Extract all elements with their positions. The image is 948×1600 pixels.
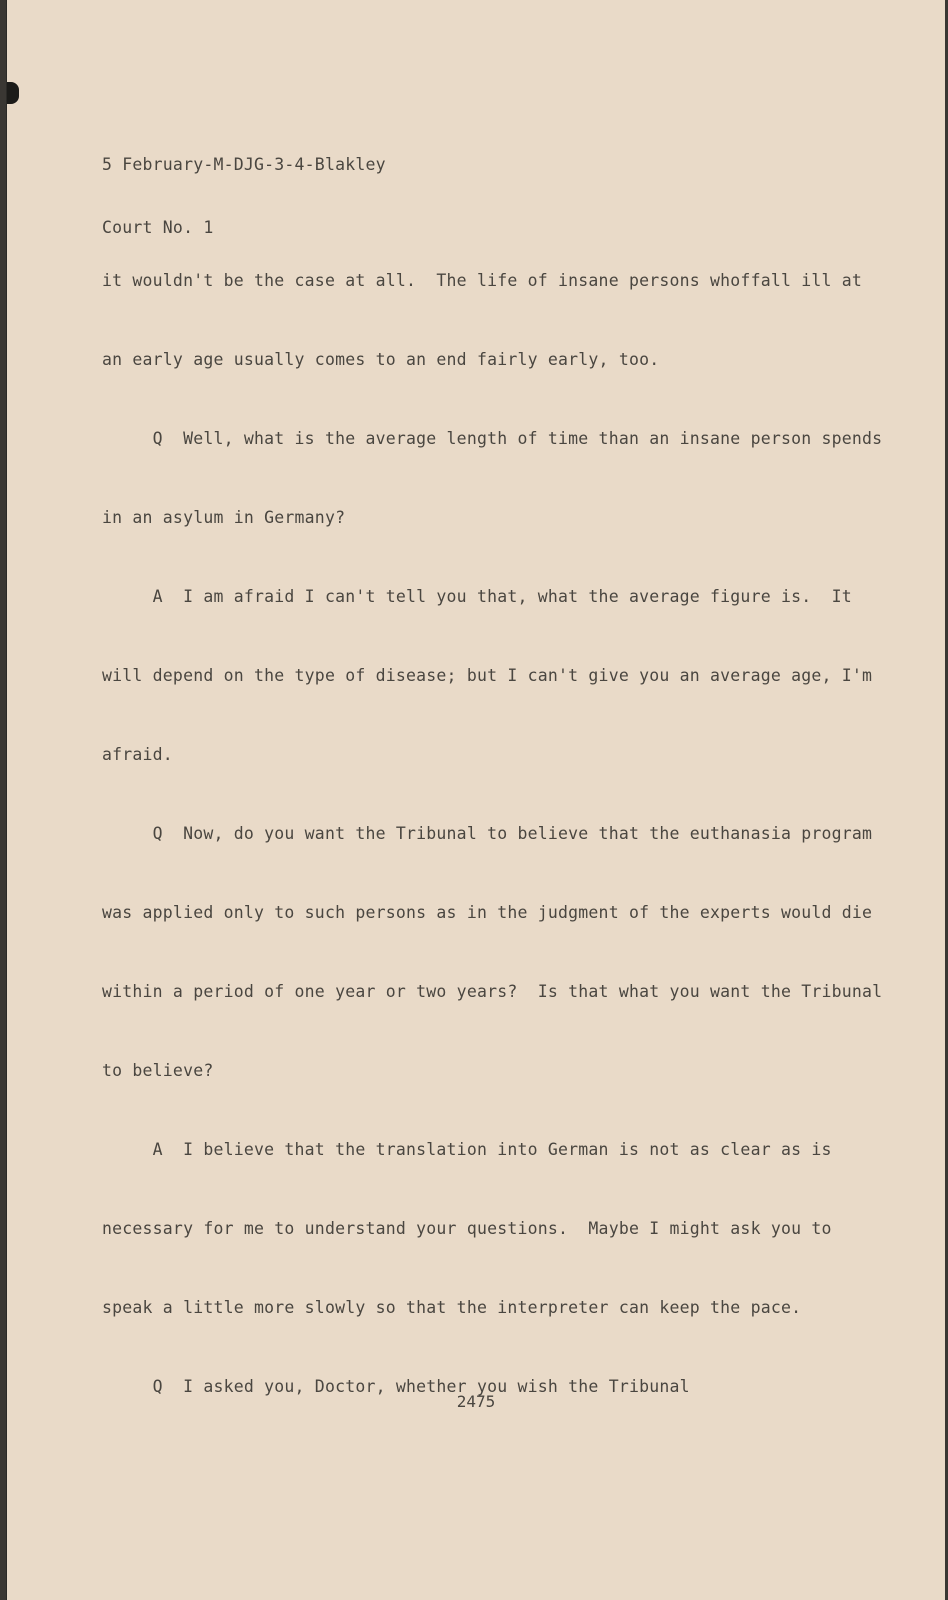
page-number: 2475 <box>456 1392 496 1411</box>
document-page <box>6 0 945 1600</box>
transcript-line: to believe? <box>102 1061 214 1080</box>
transcript-line: Q Now, do you want the Tribunal to believe that the euthanasia program <box>102 824 873 843</box>
transcript-line: speak a little more slowly so that the interpreter can keep the pace. <box>102 1298 802 1317</box>
transcript-line: afraid. <box>102 745 173 764</box>
transcript-line: in an asylum in Germany? <box>102 508 346 527</box>
binding-hole <box>7 82 19 104</box>
header-court: Court No. 1 <box>102 218 214 237</box>
transcript-line: A I am afraid I can't tell you that, what the average figure is. It <box>102 587 852 606</box>
transcript-line: within a period of one year or two years? Is that what you want the Tribunal <box>102 982 883 1001</box>
transcript-body <box>102 232 882 1455</box>
transcript-line: it wouldn't be the case at all. The life of insane persons whoffall ill at <box>102 271 863 290</box>
transcript-line: will depend on the type of disease; but I can't give you an average age, I'm <box>102 666 873 685</box>
transcript-line: was applied only to such persons as in the judgment of the experts would die <box>102 903 873 922</box>
transcript-line: Q I asked you, Doctor, whether you wish the Tribunal <box>102 1377 690 1396</box>
transcript-line: A I believe that the translation into German is not as clear as is <box>102 1140 832 1159</box>
transcript-line: an early age usually comes to an end fairly early, too. <box>102 350 660 369</box>
transcript-line: necessary for me to understand your questions. Maybe I might ask you to <box>102 1219 832 1238</box>
transcript-line: Q Well, what is the average length of time than an insane person spends <box>102 429 883 448</box>
header-reference: 5 February-M-DJG-3-4-Blakley <box>102 155 386 174</box>
